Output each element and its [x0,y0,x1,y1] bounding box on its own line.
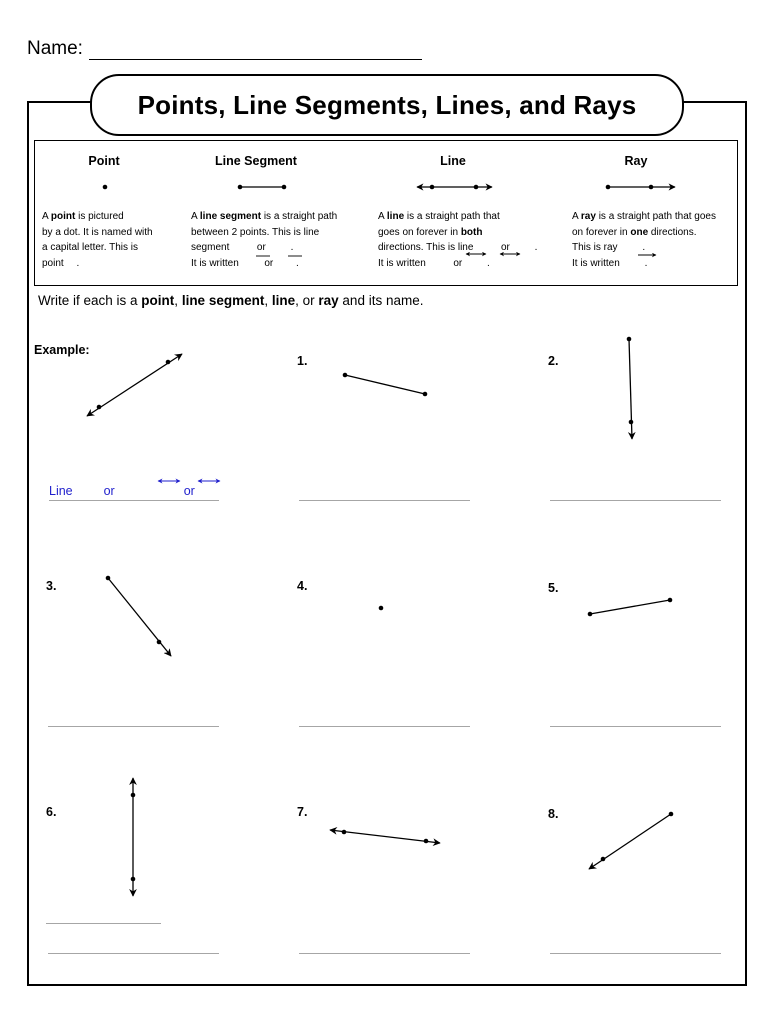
problem-3-figure [106,576,171,656]
problem-3-answer-line[interactable] [48,726,219,727]
segment-definition-line: A line segment is a straight path [191,211,338,222]
segment-definition-line: segment or . [191,242,294,253]
problem-2-figure [627,337,634,439]
ray-definition-bold: ray [580,211,596,222]
point-heading: Point [88,154,120,168]
line-definition-line: directions. This is line or . [378,242,538,253]
problem-4-answer-line[interactable] [299,726,470,727]
instruction-bold: ray [318,293,339,308]
point-definition-line: by a dot. It is named with [42,226,153,238]
instruction-bold: point [141,293,175,308]
segment-heading: Line Segment [215,154,297,168]
instruction-bold: line segment [181,293,265,308]
example-answer [49,484,195,498]
example-label: Example: [34,343,90,357]
line-definition-line: It is written or . [378,257,490,269]
example-answer-or-2: or [183,484,195,498]
problem-5-answer-line[interactable] [550,726,721,727]
point-definition-line: a capital letter. This is [42,242,138,253]
problem-4-figure [379,606,384,611]
line-definition-line: goes on forever in both [378,226,483,238]
problem-6-answer-line[interactable] [48,953,219,954]
problem-2-answer-line[interactable] [550,500,721,501]
problem-1-answer-line[interactable] [299,500,470,501]
problem-2-number: 2. [548,354,559,368]
problem-7-number: 7. [297,805,308,819]
segment-definition-bold: line segment [199,211,262,222]
problem-6-name-line[interactable] [46,923,161,924]
example-figure [87,354,182,416]
point-definition-line: point . [42,257,80,269]
line-heading: Line [440,154,466,168]
problem-1-figure [343,373,428,397]
title-text: Points, Line Segments, Lines, and Rays [137,89,637,120]
problem-6-figure [131,778,136,896]
ray-definition-bold: one [630,226,649,238]
point-definition-line: A point is pictured [42,211,124,222]
line-definition-line: A line is a straight path that [378,211,500,222]
ray-definition-line: on forever in one directions. [572,226,697,238]
ray-definition-line: It is written . [572,257,648,269]
problem-7-answer-line[interactable] [299,953,470,954]
problem-1-number: 1. [297,354,308,368]
example-answer-line [49,500,219,501]
name-label: Name: [27,38,83,59]
ray-heading: Ray [624,154,648,168]
problem-8-figure [589,812,673,869]
problem-6-number: 6. [46,805,57,819]
problem-5-figure [588,598,673,617]
problem-8-answer-line[interactable] [550,953,721,954]
problem-4-number: 4. [297,579,308,593]
ray-definition-line: This is ray . [572,242,646,253]
problem-5-number: 5. [548,581,559,595]
instruction-bold: line [271,293,296,308]
instruction-text: Write if each is a point, line segment, line, or ray and its name. [38,293,424,308]
point-definition-bold: point [50,211,76,222]
problem-7-figure [330,830,440,844]
problem-8-number: 8. [548,807,559,821]
segment-definition-line: It is written or . [191,257,299,269]
ray-definition-line: A ray is a straight path that goes [572,211,716,222]
line-definition-bold: both [460,226,483,238]
line-definition-bold: line [386,211,405,222]
example-answer-or-1: or [103,484,115,498]
problem-3-number: 3. [46,579,57,593]
segment-definition-line: between 2 points. This is line [191,226,320,238]
example-answer-word: Line [49,484,73,498]
